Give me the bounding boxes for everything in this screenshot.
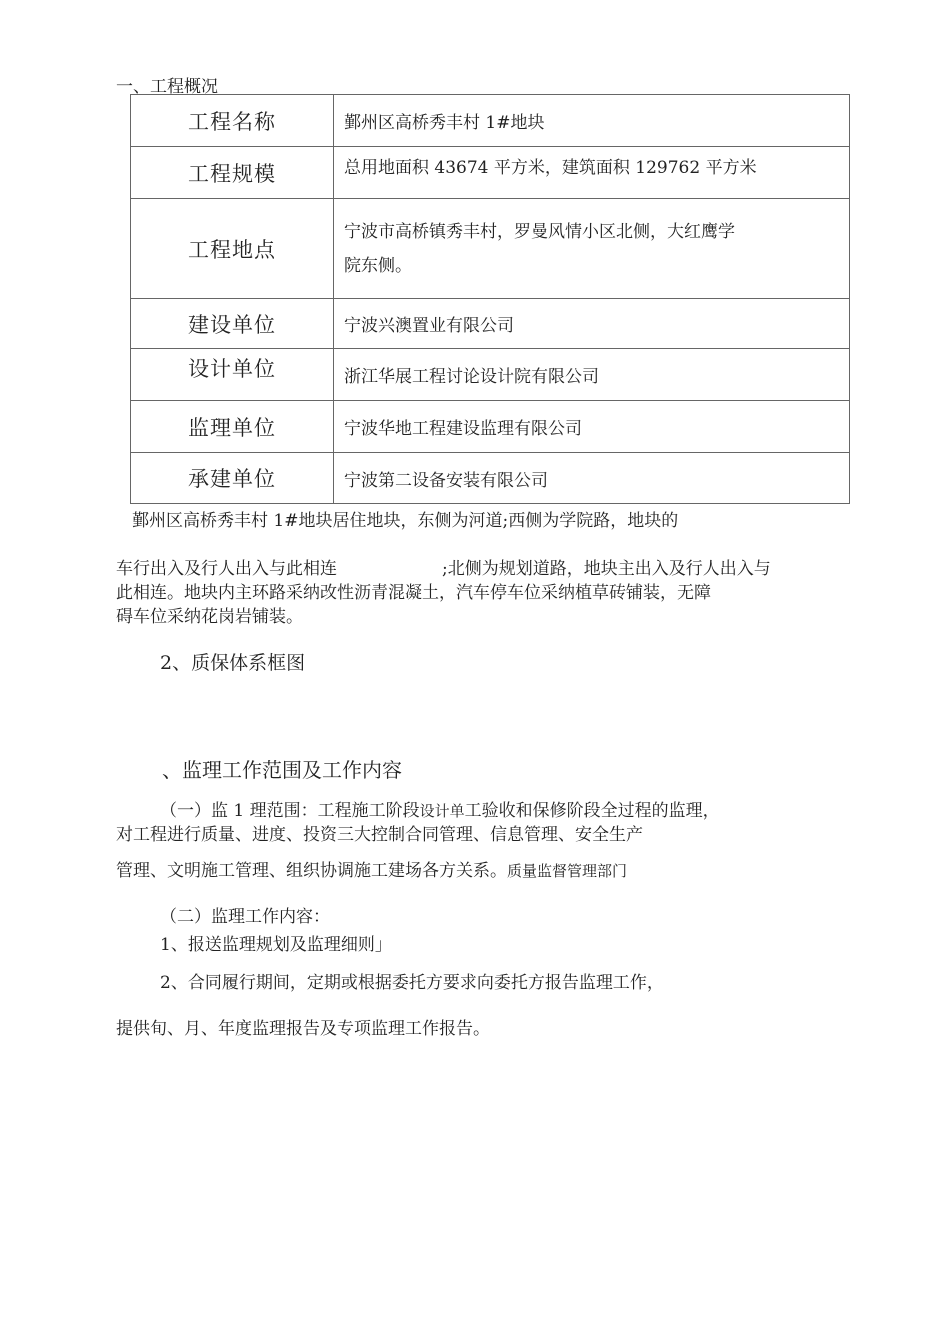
section2-heading: 2、质保体系框图	[160, 652, 306, 674]
row-value: 总用地面积 43674 平方米，建筑面积 129762 平方米	[334, 147, 850, 199]
row-value: 宁波华地工程建设监理有限公司	[334, 401, 850, 453]
row-label: 工程地点	[131, 199, 334, 299]
scope-text: 工验收和保修阶段全过程的监理，	[464, 801, 720, 821]
scope-text: 管理、文明施工管理、组织协调施工建场各方关系。	[116, 861, 507, 881]
description-line: 鄞州区高桥秀丰村 1#地块居住地块，东侧为河道;西侧为学院路，地块的	[132, 511, 679, 531]
row-label: 工程规模	[131, 147, 334, 199]
table-row	[131, 95, 850, 147]
scope-text: （一）监 1 理范围：工程施工阶段	[160, 801, 420, 821]
table-row	[131, 401, 850, 453]
description-line: 车行出入及行人出入与此相连	[116, 559, 337, 579]
row-value-line2: 院东侧。	[344, 255, 412, 276]
row-value: 宁波兴澳置业有限公司	[334, 299, 850, 349]
description-line: 此相连。地块内主环路采纳改性沥青混凝土，汽车停车位采纳植草砖铺装，无障	[116, 583, 711, 603]
row-label: 设计单位	[131, 349, 334, 401]
project-overview-table	[130, 94, 850, 504]
content-item: 2、合同履行期间，定期或根据委托方要求向委托方报告监理工作，	[160, 973, 664, 993]
description-line: ;北侧为规划道路，地块主出入及行人出入与	[442, 559, 771, 579]
scope-text-small: 质量监督管理部门	[507, 862, 628, 880]
row-label: 承建单位	[131, 453, 334, 504]
table-row	[131, 147, 850, 199]
content-heading: （二）监理工作内容：	[160, 907, 330, 927]
scope-line	[116, 856, 627, 881]
content-item: 提供旬、月、年度监理报告及专项监理工作报告。	[116, 1019, 490, 1039]
row-label: 建设单位	[131, 299, 334, 349]
scope-line	[160, 796, 720, 821]
scope-text-small: 设计单	[419, 802, 465, 820]
table-row	[131, 199, 850, 299]
row-label: 监理单位	[131, 401, 334, 453]
content-item: 1、报送监理规划及监理细则」	[160, 935, 392, 955]
section3-heading: 、监理工作范围及工作内容	[162, 758, 402, 782]
row-value: 鄞州区高桥秀丰村 1#地块	[334, 95, 850, 147]
row-label: 工程名称	[131, 95, 334, 147]
row-value: 浙江华展工程讨论设计院有限公司	[334, 349, 850, 401]
section1-heading: 一、工程概况	[116, 77, 218, 97]
table-row	[131, 299, 850, 349]
scope-line: 对工程进行质量、进度、投资三大控制合同管理、信息管理、安全生产	[116, 825, 643, 845]
row-value-line1: 宁波市高桥镇秀丰村，罗曼风情小区北侧，大红鹰学	[344, 221, 735, 242]
row-value: 宁波第二设备安装有限公司	[334, 453, 850, 504]
table-row	[131, 453, 850, 504]
table-row	[131, 349, 850, 401]
row-value	[334, 199, 850, 299]
description-line: 碍车位采纳花岗岩铺装。	[116, 607, 303, 627]
